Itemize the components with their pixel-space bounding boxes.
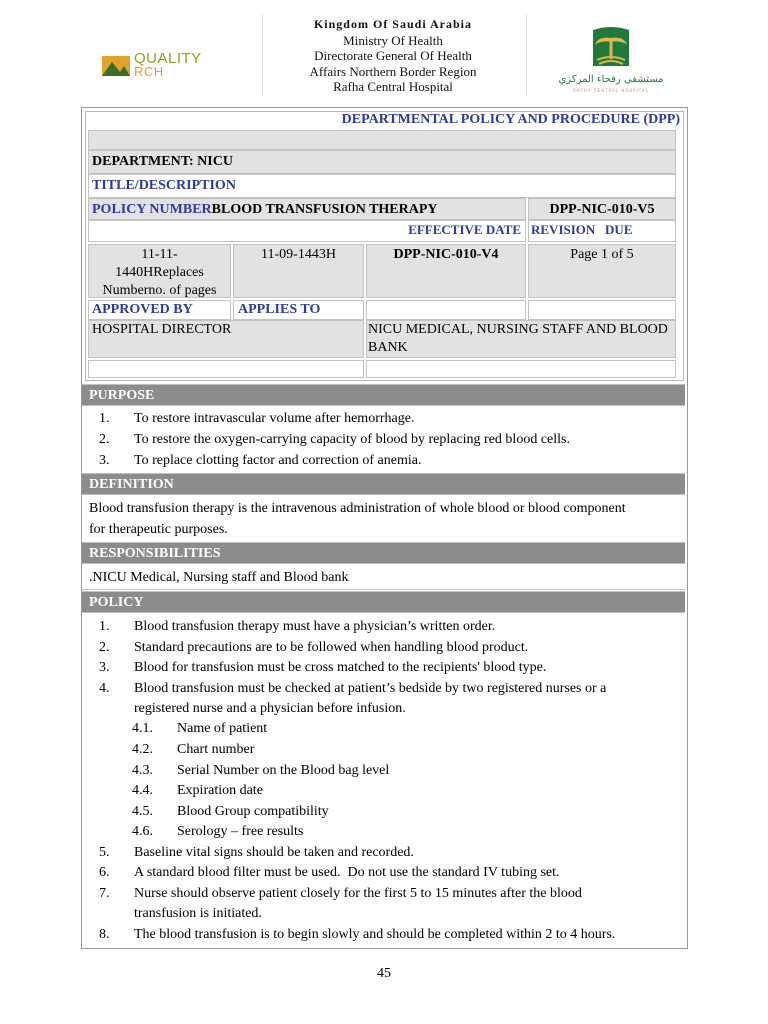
palm-emblem-icon [555,26,667,74]
hospital-name-english: RAFHA CENTRAL HOSPITAL [573,88,649,93]
policy-num: 6. [99,865,110,880]
policy-item-continued: transfusion is initiated. [134,906,262,921]
policy-item: Blood transfusion must be checked at patient’s bedside by two registered nurses or a [134,681,607,696]
empty-cell-1 [366,300,526,320]
title-desc-label: TITLE/DESCRIPTION [92,178,236,193]
policy-num: 2. [99,640,110,655]
purpose-item: To restore the oxygen-carrying capacity of blood by replacing red blood cells. [134,432,570,447]
issue-date-replaces: 11-11- 1440HReplaces Numberno. of pages [102,247,217,298]
purpose-item: To replace clotting factor and correction of anemia. [134,453,422,468]
policy-item: A standard blood filter must be used. Do not use the standard IV tubing set. [134,865,560,880]
empty-cell-2 [528,300,676,320]
policy-item: Baseline vital signs should be taken and recorded. [134,845,414,860]
quality-logo [100,48,210,82]
policy-item: Nurse should observe patient closely for the first 5 to 15 minutes after the blood [134,886,582,901]
new-policy-code: DPP-NIC-010-V5 [549,202,655,217]
policy-num: 3. [99,660,110,675]
policy-section-title: POLICY [89,595,144,610]
policy-subitem: Expiration date [177,783,263,798]
revision-due-label: REVISION DUE [531,222,633,237]
policy-subitem: Serology – free results [177,824,304,839]
approved-by-value: HOSPITAL DIRECTOR [92,322,232,337]
purpose-title: PURPOSE [89,388,155,403]
header-divider-left [262,14,263,96]
empty-row-left [88,360,364,378]
policy-num: 5. [99,845,110,860]
quality-logo-text: QUALITY [134,50,202,67]
purpose-num: 3. [99,453,110,468]
applies-to-label: APPLIES TO [238,302,321,317]
page-of: Page 1 of 5 [570,247,634,262]
responsibilities-text: .NICU Medical, Nursing staff and Blood bank [89,570,349,585]
definition-title: DEFINITION [89,477,174,492]
hospital-name-arabic: مستشفى رفحاء المركزي [558,74,664,85]
policy-subnum: 4.3. [132,763,153,778]
empty-row-right [366,360,676,378]
old-policy-code: DPP-NIC-010-V4 [393,247,499,262]
purpose-item: To restore intravascular volume after hemorrhage. [134,411,415,426]
policy-num: 7. [99,886,110,901]
policy-number-label: POLICY NUMBER [92,202,212,217]
header-line-ministry: Ministry Of Health [343,32,443,48]
header-line-hospital: Rafha Central Hospital [333,79,453,94]
purpose-num: 2. [99,432,110,447]
policy-item: The blood transfusion is to begin slowly and should be completed within 2 to 4 hours. [134,927,616,942]
approved-by-label: APPROVED BY [92,302,193,317]
policy-subnum: 4.4. [132,783,153,798]
policy-number-line [92,201,438,219]
policy-item: Blood for transfusion must be cross matched to the recipients' blood type. [134,660,547,675]
purpose-header [82,384,685,406]
policy-subitem: Name of patient [177,721,268,736]
policy-header [82,591,685,613]
header-line-kingdom: Kingdom Of Saudi Arabia [313,17,473,31]
hijri-date: 11-09-1443H [261,247,336,262]
policy-item: Standard precautions are to be followed when handling blood product. [134,640,529,655]
page-number: 45 [377,966,391,981]
purpose-num: 1. [99,411,110,426]
hospital-logo [555,26,670,96]
department-label: DEPARTMENT: NICU [92,154,233,169]
policy-subitem: Chart number [177,742,255,757]
policy-subnum: 4.6. [132,824,153,839]
policy-item: Blood transfusion therapy must have a physician’s written order. [134,619,496,634]
responsibilities-header [82,542,685,564]
policy-title: BLOOD TRANSFUSION THERAPY [211,202,438,217]
policy-num: 8. [99,927,110,942]
ministry-header [268,17,518,95]
dpp-title: DEPARTMENTAL POLICY AND PROCEDURE (DPP) [341,112,680,127]
header-line-directorate: Directorate General Of Health [314,48,472,63]
effective-date-label: EFFECTIVE DATE [408,222,521,237]
policy-subitem: Blood Group compatibility [177,804,329,819]
policy-item-continued: registered nurse and a physician before infusion. [134,701,406,716]
policy-subnum: 4.5. [132,804,153,819]
header-line-region: Affairs Northern Border Region [309,63,477,79]
applies-to-value: NICU MEDICAL, NURSING STAFF AND BLOOD BANK [368,322,668,355]
policy-num: 4. [99,681,110,696]
policy-subitem: Serial Number on the Blood bag level [177,763,390,778]
responsibilities-title: RESPONSIBILITIES [89,546,221,561]
divider [82,589,685,590]
header-divider-right [526,14,527,96]
policy-subnum: 4.1. [132,721,153,736]
definition-header [82,473,685,495]
definition-text-line1: Blood transfusion therapy is the intravenous administration of whole blood or blood component [89,501,626,516]
quality-logo-icon [100,52,132,78]
definition-text-line2: for therapeutic purposes. [89,522,228,537]
blank-row-top [88,130,676,150]
policy-num: 1. [99,619,110,634]
quality-logo-subtext: RCH [134,64,164,79]
policy-subnum: 4.2. [132,742,153,757]
